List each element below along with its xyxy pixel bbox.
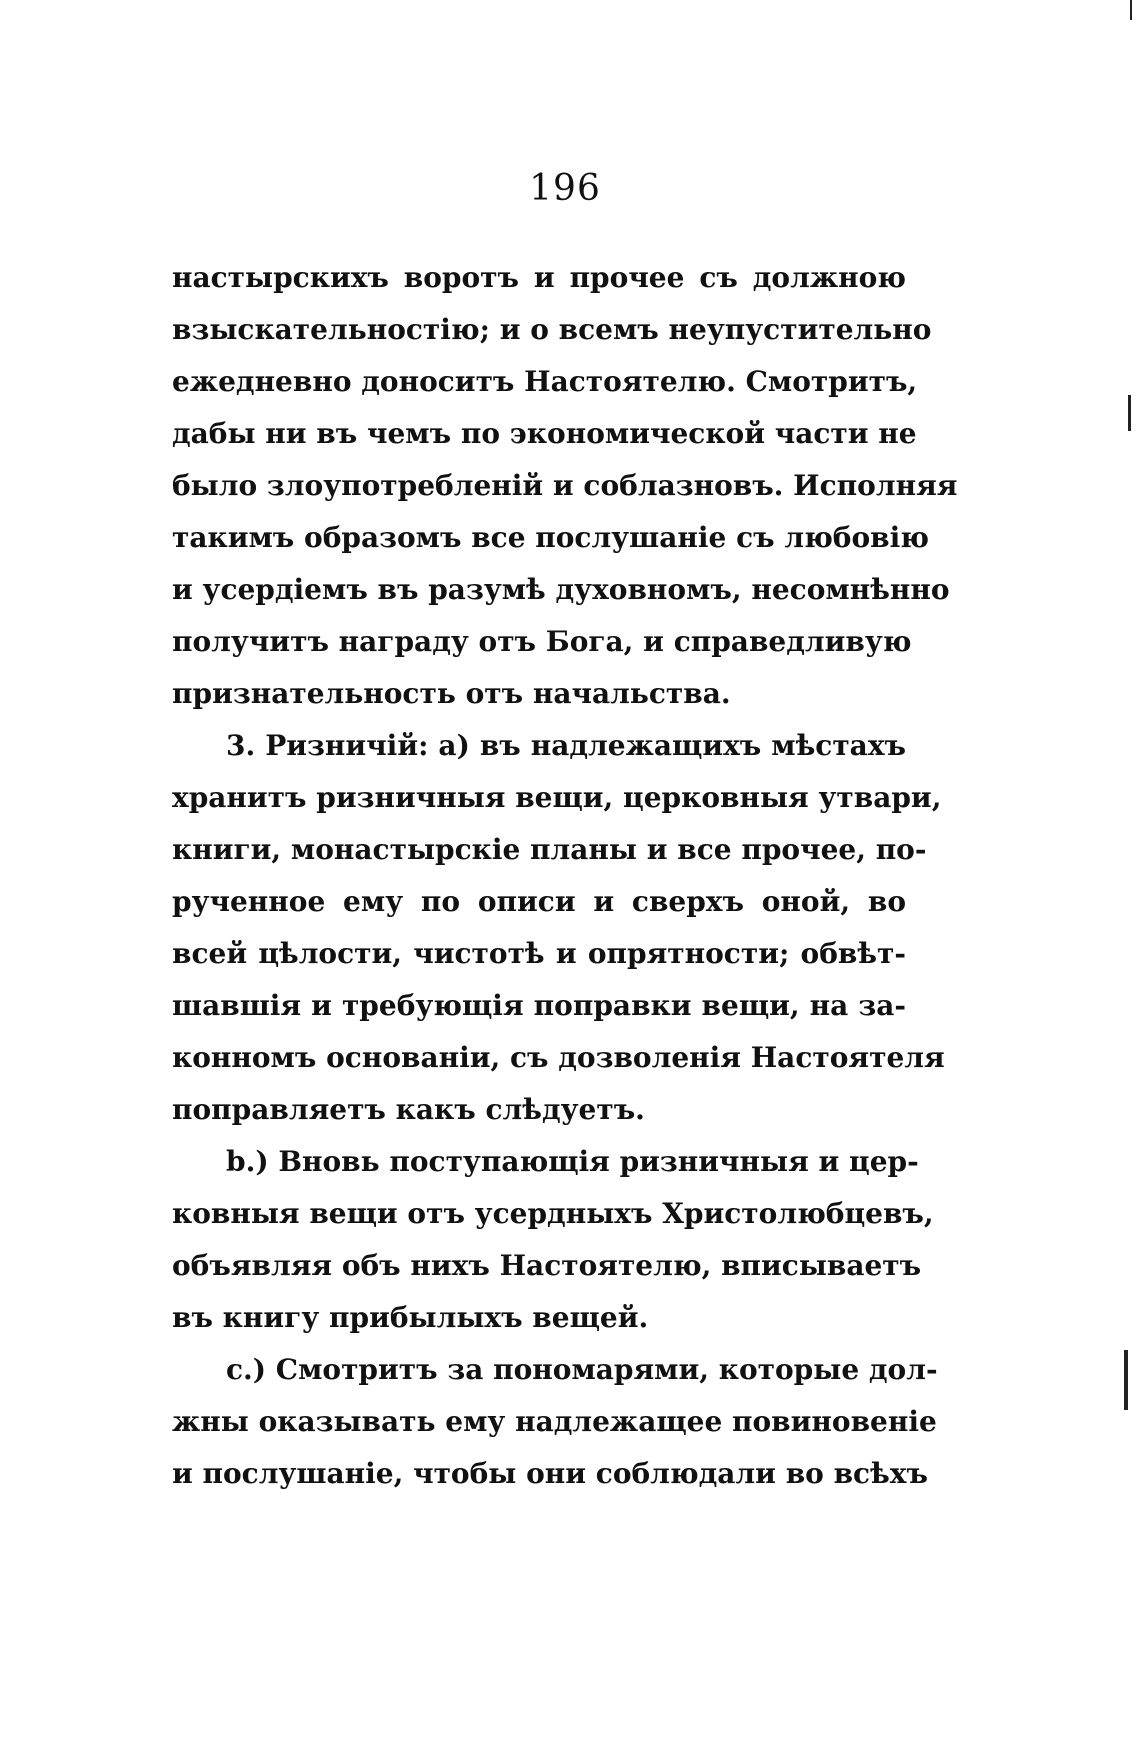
text-line: поправляетъ какъ слѣдуетъ. <box>172 1093 645 1126</box>
text-line: книги, монастырскіе планы и все прочее, по- <box>172 833 927 866</box>
text-line: и послушаніе, чтобы они соблюдали во всѣхъ <box>172 1457 928 1490</box>
text-line: объявляя объ нихъ Настоятелю, вписываетъ <box>172 1249 922 1282</box>
text-line: въ книгу прибылыхъ вещей. <box>172 1301 649 1334</box>
text-line: c.) Смотритъ за пономарями, которые дол- <box>226 1353 938 1386</box>
scan-mark <box>1130 0 1132 20</box>
text-line: b.) Вновь поступающія ризничныя и цер- <box>226 1145 919 1178</box>
text-line: рученное ему по описи и сверхъ оной, во <box>172 885 906 918</box>
page-number: 196 <box>529 168 601 209</box>
text-line: жны оказывать ему надлежащее повиновеніе <box>172 1405 937 1438</box>
text-line: получитъ награду отъ Бога, и справедливую <box>172 625 912 658</box>
text-line: конномъ основаніи, съ дозволенія Настоятеля <box>172 1041 945 1074</box>
scan-mark <box>1128 395 1131 431</box>
body-text <box>172 252 958 1500</box>
text-line: всей цѣлости, чистотѣ и опрятности; обвѣт- <box>172 937 906 970</box>
text-line: ковныя вещи отъ усердныхъ Христолюбцевъ, <box>172 1197 934 1230</box>
text-line: взыскательностію; и о всемъ неупустительно <box>172 313 932 346</box>
text-line: и усердіемъ въ разумѣ духовномъ, несомнѣнно <box>172 573 950 606</box>
text-line: дабы ни въ чемъ по экономической части не <box>172 417 917 450</box>
text-line: настырскихъ воротъ и прочее съ должною <box>172 261 906 294</box>
text-line: признательность отъ начальства. <box>172 677 731 710</box>
scan-mark <box>1124 1350 1128 1410</box>
text-line: хранитъ ризничныя вещи, церковныя утвари, <box>172 781 942 814</box>
text-line: 3. Ризничій: a) въ надлежащихъ мѣстахъ <box>226 729 906 762</box>
text-line: было злоупотребленій и соблазновъ. Исполняя <box>172 469 958 502</box>
text-line: такимъ образомъ все послушаніе съ любовію <box>172 521 929 554</box>
text-line: шавшія и требующія поправки вещи, на за- <box>172 989 906 1022</box>
text-line: ежедневно доноситъ Настоятелю. Смотритъ, <box>172 365 918 398</box>
